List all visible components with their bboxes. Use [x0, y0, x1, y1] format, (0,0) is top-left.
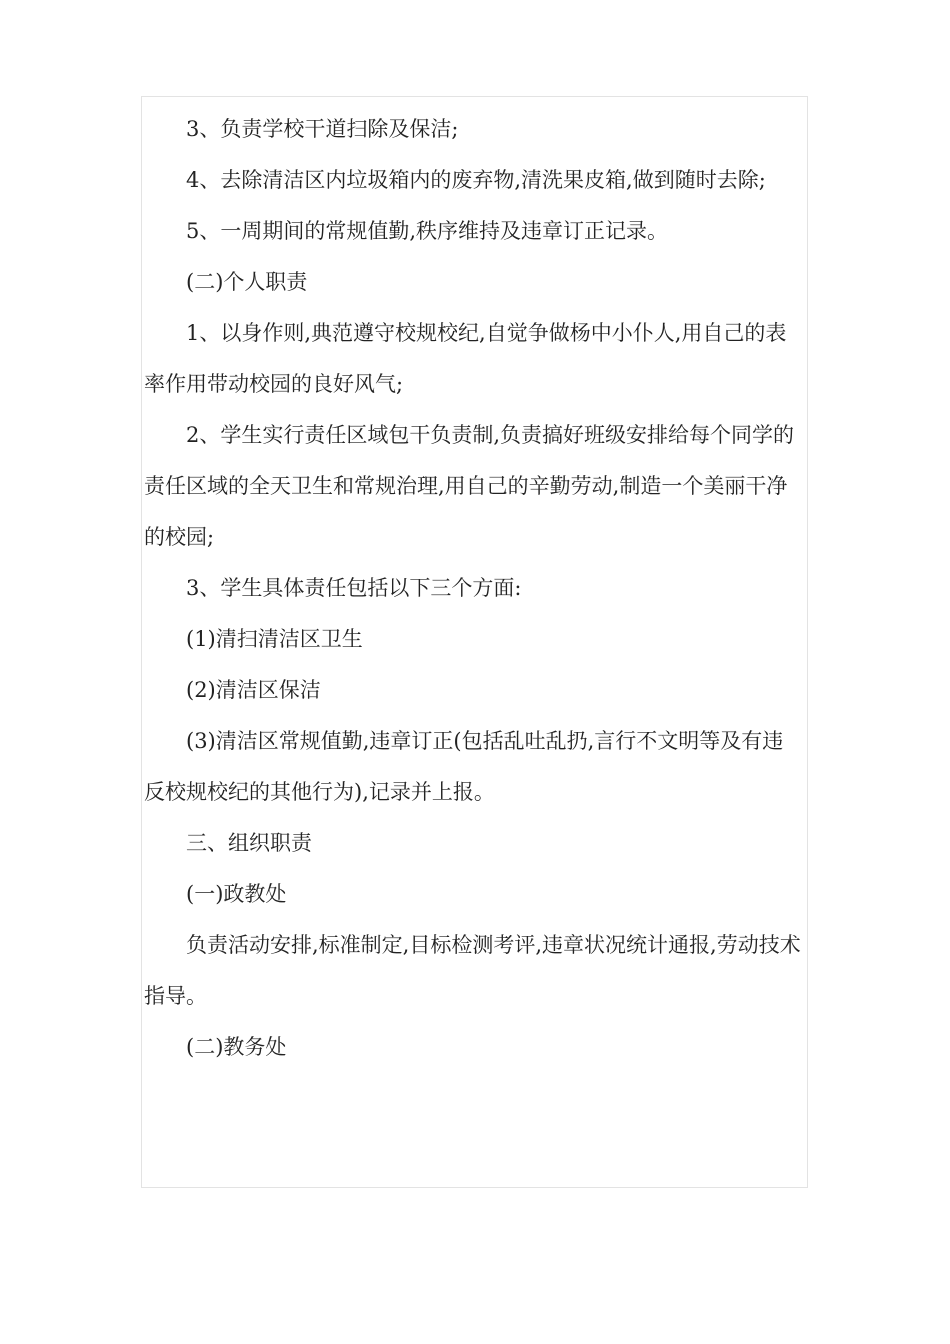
- paragraph-personal-1: 1、以身作则,典范遵守校规校纪,自觉争做杨中小仆人,用自己的表率作用带动校园的良好风气;: [144, 321, 787, 396]
- section-heading-organization-duty: 三、组织职责: [186, 831, 312, 855]
- document-body: [144, 104, 804, 1073]
- subheading-political-office: (一)政教处: [186, 882, 287, 906]
- list-item-1: (1)清扫清洁区卫生: [186, 627, 363, 651]
- paragraph-personal-2: 2、学生实行责任区域包干负责制,负责搞好班级安排给每个同学的责任区域的全天卫生和常规治理,用自己的辛勤劳动,制造一个美丽干净的校园;: [144, 423, 795, 549]
- list-item-2: (2)清洁区保洁: [186, 678, 321, 702]
- section-heading-personal-duty: (二)个人职责: [186, 270, 308, 294]
- paragraph-duty-5: 5、一周期间的常规值勤,秩序维持及违章订正记录。: [186, 219, 669, 243]
- paragraph-personal-3: 3、学生具体责任包括以下三个方面:: [186, 576, 522, 600]
- paragraph-duty-3: 3、负责学校干道扫除及保洁;: [186, 117, 459, 141]
- subheading-academic-office: (二)教务处: [186, 1035, 287, 1059]
- paragraph-duty-4: 4、去除清洁区内垃圾箱内的废弃物,清洗果皮箱,做到随时去除;: [186, 168, 766, 192]
- list-item-3: (3)清洁区常规值勤,违章订正(包括乱吐乱扔,言行不文明等及有违反校规校纪的其他行为),记录并上报。: [144, 729, 784, 804]
- paragraph-political-office: 负责活动安排,标准制定,目标检测考评,违章状况统计通报,劳动技术指导。: [144, 933, 801, 1008]
